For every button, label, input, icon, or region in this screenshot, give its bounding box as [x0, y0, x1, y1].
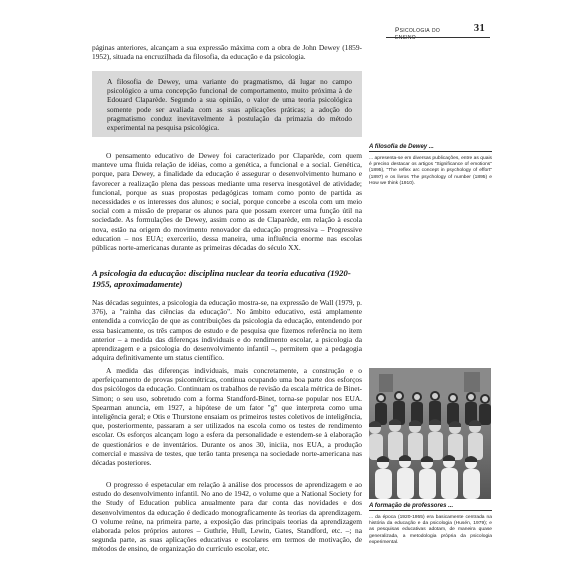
highlight-text: A filosofia de Dewey, uma variante do pragmatismo, dá lugar no campo psicológico a uma concepção funcional de comportamento, muito próxima à de Edouard Claparède. Segundo a sua opinião, o valor de uma teoria psicológica somente pode ser avaliada com as suas aplicações práticas; a adoção do pragmatismo conduz inevitavelmente à postulação da primazia do método experimental na pesquisa psicológica.	[107, 77, 352, 133]
highlight-box	[92, 71, 362, 137]
teachers-group-photo	[369, 368, 491, 499]
sidebar-caption-teachers: A formação de professores ...	[369, 503, 492, 511]
section-heading: A psicologia da educação: disciplina nuclear da teoria educativa (1920-1955, aproximadamente)	[92, 268, 351, 289]
progress-paragraph-text: O progresso é espetacular em relação à análise dos processos de aprendizagem e ao estudo do desenvolvimento infantil. No ano de 1942, o volume que a National Society for the Study of Education publica anualmente para dar conta das novidades e dos desenvolvimentos da educação é dedicado monograficamente às teorias da aprendizagem. O volume reúne, na primeira parte, a exposição das principais teorias da aprendizagem elaborada pelos próprios autores – Guthrie, Hull, Lewin, Gates, Standford, etc. –; na segunda parte, as suas aplicações educativas e escolares em termos de motivação, de métodos de ensino, de organização do currículo escolar, etc.	[92, 480, 362, 554]
progress-paragraph	[92, 480, 362, 554]
running-title: Psicologia do ensino	[395, 27, 441, 41]
dewey-paragraph	[92, 151, 362, 252]
measurement-paragraph	[92, 366, 362, 467]
intro-paragraph	[92, 43, 362, 61]
sidebar-caption-dewey: A filosofia de Dewey ...	[369, 144, 492, 152]
sidebar-text-dewey: ... apresenta-se em diversas publicações, entre as quais é preciso destacar os artigos "Significance of emotions" (1895), "The reflex arc concept in psychology of effort" (1897) e os livros The psychology of number (1895) e How we think (1910).	[369, 156, 492, 186]
measurement-paragraph-text: A medida das diferenças individuais, mais concretamente, a construção e o aperfeiçoamento de provas psicométricas, continua ocupando uma boa parte dos esforços dos psicólogos da educação. Continuam os trabalhos de revisão da escala métrica de Binet-Simon; o seu uso, sobretudo com a forma Standford-Binet, torna-se popular nos EUA. Spearman anuncia, em 1927, a hipótese de um fator "g" que interpreta como uma inteligência geral; e Otis e Thurstone ensaiam os primeiros testes coletivos de inteligência, que, posteriormente, passaram a ser utilizados na escola como os testes de rendimento escolar. Os esforços alcançam logo a esfera da personalidade e estendem-se à elaboração de questionários e de inventários. Durante os anos 30, iniciia, nos EUA, a produção comercial e massiva de testes, que terão tanta presença na sociedade norte-americana nas décadas posteriores.	[92, 366, 362, 468]
page-number: 31	[473, 23, 485, 34]
sidebar-note-dewey	[369, 144, 492, 187]
intro-text: páginas anteriores, alcançam a sua expressão máxima com a obra de John Dewey (1859-1952), situada na encruzilhada da filosofia, da educação e da psicologia.	[92, 43, 362, 62]
wall-paragraph	[92, 298, 362, 362]
header-rule	[386, 37, 490, 38]
wall-paragraph-text: Nas décadas seguintes, a psicologia da educação mostra-se, na expressão de Wall (1979, p. 376), a "rainha das ciências da educação". No âmbito educativo, está amplamente entendida a convicção de que as contribuições da psicologia da educação, entendendo por essa basicamente, os três campos de estudo e de pesquisa que fizemos referência no item anterior – a medida das diferenças individuais e do rendimento escolar, a psicologia da aprendizagem e a psicologia do desenvolvimento infantil –, permitem que a pedagogia adquira definitivamente um status científico.	[92, 298, 362, 363]
sidebar-text-teachers: ... da época (1920-1955) era basicamente centrada na história da educação e da psicologia (Husén, 1979); e as pesquisas educativas adotam, de maneira quase generalizada, a metodologia própria da psicologia experimental.	[369, 515, 492, 545]
running-header	[395, 20, 485, 41]
sidebar-note-teachers	[369, 503, 492, 546]
dewey-paragraph-text: O pensamento educativo de Dewey foi caracterizado por Claparède, com quem manteve uma fluida relação de idéias, como a genética, a funcional e a social. Genética, porque, para Dewey, a finalidade da educação é assegurar o desenvolvimento humano e favorecer a realização plena das pessoas mediante uma reserva inesgotável de atividade; funcional, porque as suas propostas pedagógicas tomam como ponto de partida as necessidades e os interesses dos alunos; e social, porque concebe a escola com um meio social com a missão de preparar os alunos para que possam exercer uma função útil na sociedade. As formulações de Dewey, assim como as de Claparède, em relação à escola nova, estão na origem do movimento renovador da educação progressiva – Progressive education – nos EUA; exerceriio, dessa maneira, uma influência enorme nas escolas públicas norte-americanas durante as primeiras décadas do século XX.	[92, 151, 362, 253]
